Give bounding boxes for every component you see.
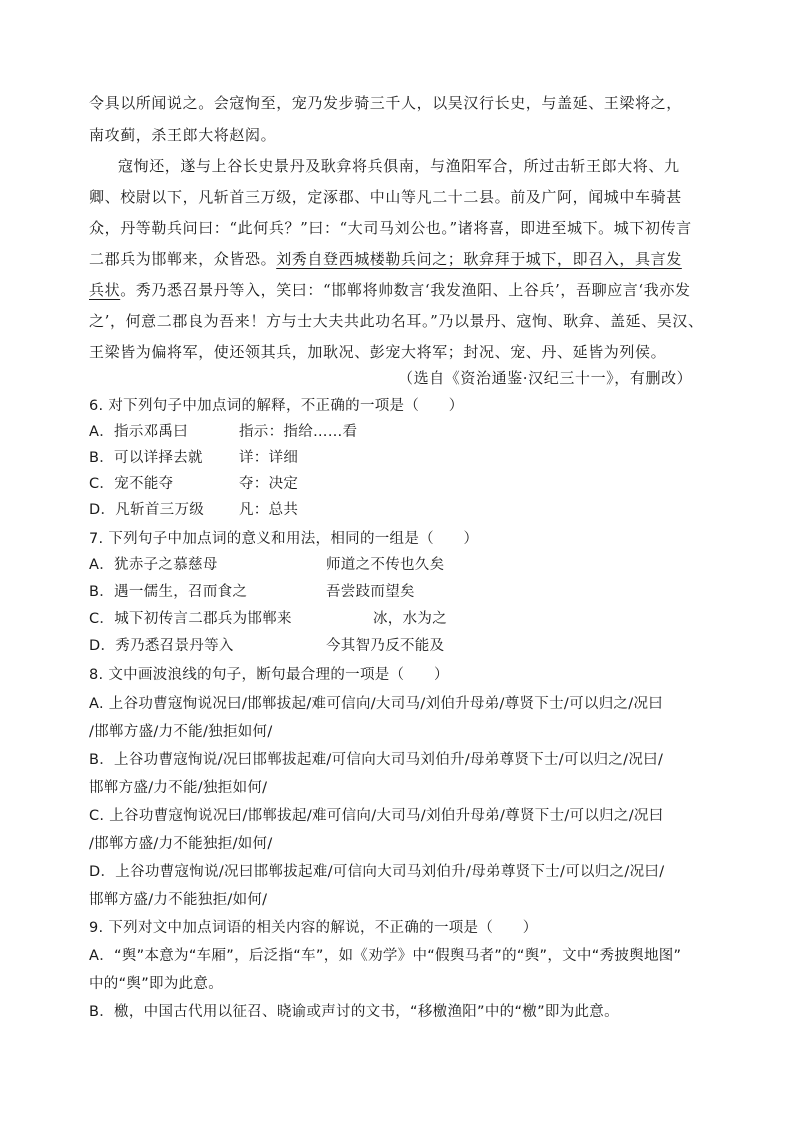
question-6-stem: 6. 对下列句子中加点词的解释，不正确的一项是（ ） (89, 398, 464, 414)
question-7-stem: 7. 下列句子中加点词的意义和用法，相同的一组是（ ） (89, 531, 479, 547)
q8-option-a-line1: A. 上谷功曹寇恂说况曰/邯郸拔起/难可信向/大司马/刘伯升母弟/尊贤下士/可以归之/况曰 (89, 696, 664, 712)
q8-option-b-line2: 邯郸方盛/力不能/独拒如何/ (89, 780, 268, 796)
q8-option-d-line2: 邯郸方盛/力不能独拒/如何/ (89, 892, 268, 908)
passage-line (89, 249, 682, 269)
q7-option-b-right: 吾尝跂而望矣 (326, 584, 415, 600)
q8-option-c-line1: C. 上谷功曹寇恂说况曰/邯郸拔起/难可信向/大司马/刘伯升母弟/尊贤下士/可以归之/况曰 (89, 808, 664, 824)
wavy-underlined-sentence: 刘秀自登西城楼勒兵问之；耿弇拜于城下，即召入，具言发 (276, 250, 682, 268)
q8-option-d-line1: D．上谷功曹寇恂说/况曰邯郸拔起难/可信向大司马刘伯升/母弟尊贤下士/可以归之/况曰/ (89, 864, 665, 880)
q6-option-b-sentence: B．可以详择去就 (89, 450, 203, 466)
q7-option-a-right: 师道之不传也久矣 (326, 557, 445, 573)
q7-option-d-left: D．秀乃悉召景丹等入 (89, 638, 234, 654)
q9-option-b-line1: B．檄，中国古代用以征召、晓谕或声讨的文书，“移檄渔阳”中的“檄”即为此意。 (89, 1004, 619, 1020)
q6-option-a-sentence: A．指示邓禹曰 (89, 424, 189, 440)
q6-option-c-explanation: 夺：决定 (239, 476, 299, 492)
passage-source: （选自《资治通鉴·汉纪三十一》，有删改） (398, 369, 693, 387)
q7-option-a-left: A．犹赤子之慕慈母 (89, 557, 218, 573)
q7-option-c-right: 冰，水为之 (373, 611, 447, 627)
passage-segment: 。秀乃悉召景丹等入，笑曰：“邯郸将帅数言‘我发渔阳、上谷兵’，吾聊应言‘我亦发 (120, 281, 691, 299)
q6-option-b-explanation: 详：详细 (239, 450, 299, 466)
q6-option-c-sentence: C．宠不能夺 (89, 476, 174, 492)
question-8-stem: 8. 文中画波浪线的句子，断句最合理的一项是（ ） (89, 667, 449, 683)
passage-line: 王梁皆为偏将军，使还领其兵，加耿况、彭宠大将军；封况、宠、丹、延皆为列侯。 (89, 343, 667, 361)
wavy-underlined-sentence-end: 兵状 (89, 281, 121, 299)
passage-line (89, 280, 691, 300)
q8-option-b-line1: B．上谷功曹寇恂说/况曰邯郸拔起难/可信向大司马刘伯升/母弟尊贤下士/可以归之/况曰/ (89, 752, 664, 768)
q8-option-a-line2: /邯郸方盛/力不能/独拒如何/ (89, 724, 273, 740)
q7-option-c-left: C．城下初传言二郡兵为邯郸来 (89, 611, 292, 627)
q9-option-a-line1: A．“舆”本意为“车厢”，后泛指“车”，如《劝学》中“假舆马者”的“舆”，文中“秀披舆地图” (89, 948, 682, 964)
passage-line: 之’，何意二郡良为吾来！方与士大夫共此功名耳。”乃以景丹、寇恂、耿弇、盖延、吴汉、 (89, 312, 704, 330)
q9-option-a-line2: 中的“舆”即为此意。 (89, 976, 224, 992)
question-9-stem: 9. 下列对文中加点词语的相关内容的解说，不正确的一项是（ ） (89, 920, 538, 936)
passage-line: 南攻蓟，杀王郎大将赵闳。 (89, 126, 277, 144)
q6-option-a-explanation: 指示：指给……看 (239, 424, 358, 440)
q8-option-c-line2: /邯郸方盛/力不能独拒/如何/ (89, 836, 273, 852)
q7-option-d-right: 今其智乃反不能及 (326, 638, 445, 654)
q6-option-d-sentence: D．凡斩首三万级 (89, 502, 205, 518)
passage-line: 卿、校尉以下，凡斩首三万级，定涿郡、中山等凡二十二县。前及广阿，闻城中车骑甚 (89, 188, 682, 206)
passage-segment: 二郡兵为邯郸来，众皆恐。 (89, 250, 277, 268)
q7-option-b-left: B．遇一儒生，召而食之 (89, 584, 248, 600)
passage-line: 寇恂还，遂与上谷长史景丹及耿弇将兵俱南，与渔阳军合，所过击斩王郎大将、九 (118, 157, 680, 175)
passage-line: 令具以所闻说之。会寇恂至，宠乃发步骑三千人，以吴汉行长史，与盖延、王梁将之， (89, 94, 682, 112)
passage-line: 众，丹等勒兵问曰：“此何兵？”曰：“大司马刘公也。”诸将喜，即进至城下。城下初传言 (89, 219, 692, 237)
q6-option-d-explanation: 凡：总共 (239, 502, 299, 518)
